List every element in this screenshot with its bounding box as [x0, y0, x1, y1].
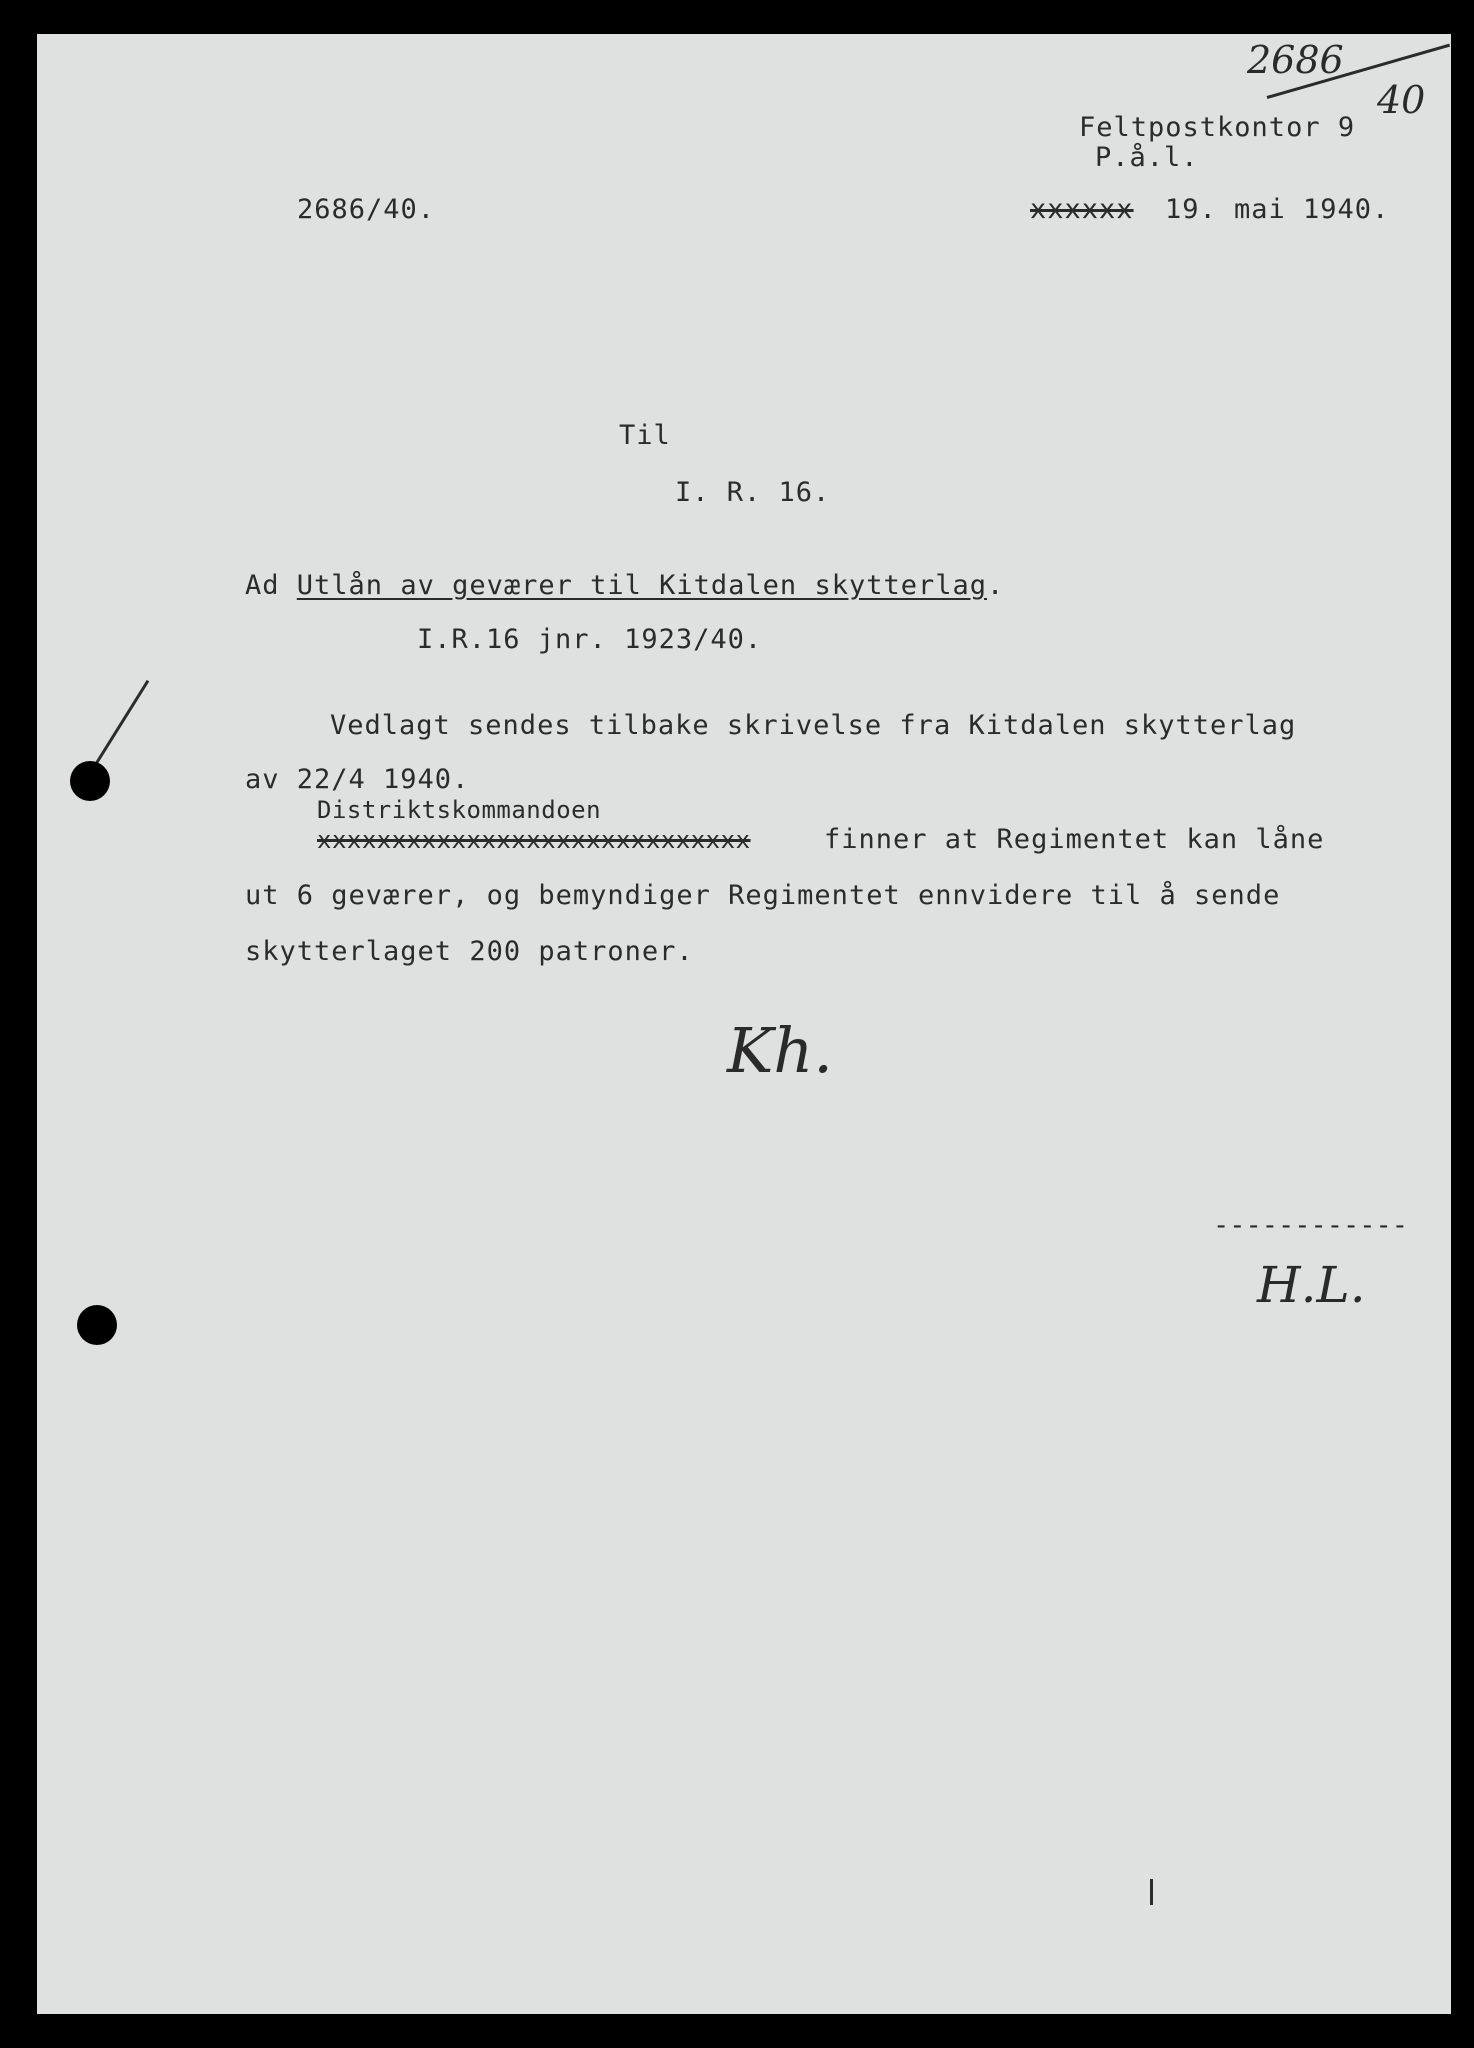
subject-suffix: . [987, 570, 1005, 601]
paper-mark [1150, 1879, 1153, 1905]
subject-title: Utlån av geværer til Kitdalen skytterlag [296, 570, 987, 601]
body-line-1: Vedlagt sendes tilbake skrivelse fra Kitdalen skytterlag [330, 710, 1297, 741]
sender-unit: P.å.l. [1095, 142, 1199, 173]
hole-punch-bottom [77, 1305, 117, 1345]
struck-place: xxxxxx [1030, 194, 1134, 225]
hole-punch-top [70, 761, 110, 801]
struck-original-text: xxxxxxxxxxxxxxxxxxxxxxxxxxxxx [317, 826, 751, 854]
handwritten-ref-number: 2686 [1247, 38, 1344, 82]
inserted-word: Distriktskommandoen [317, 796, 602, 824]
body-line-2: av 22/4 1940. [245, 764, 470, 795]
body-line-4: ut 6 geværer, og bemyndiger Regimentet ennvidere til å sende [245, 880, 1281, 911]
signature-initials-center: Kh. [727, 1014, 833, 1087]
subject-reference: I.R.16 jnr. 1923/40. [417, 624, 763, 655]
subject-prefix: Ad [245, 570, 280, 601]
body-line-5: skytterlaget 200 patroner. [245, 936, 694, 967]
recipient-name: I. R. 16. [675, 477, 831, 508]
subject-line [245, 570, 1004, 601]
signature-dash-line: ------------ [1213, 1210, 1409, 1241]
signature-initials-right: H.L. [1257, 1256, 1366, 1314]
document-page [37, 34, 1451, 2014]
margin-tick-mark [94, 680, 150, 766]
document-number: 2686/40. [297, 194, 436, 225]
body-line-3: finner at Regimentet kan låne [824, 824, 1325, 855]
handwritten-ref-year: 40 [1377, 78, 1426, 122]
document-date: 19. mai 1940. [1165, 194, 1390, 225]
sender-office: Feltpostkontor 9 [1079, 112, 1356, 143]
to-label: Til [619, 420, 671, 451]
